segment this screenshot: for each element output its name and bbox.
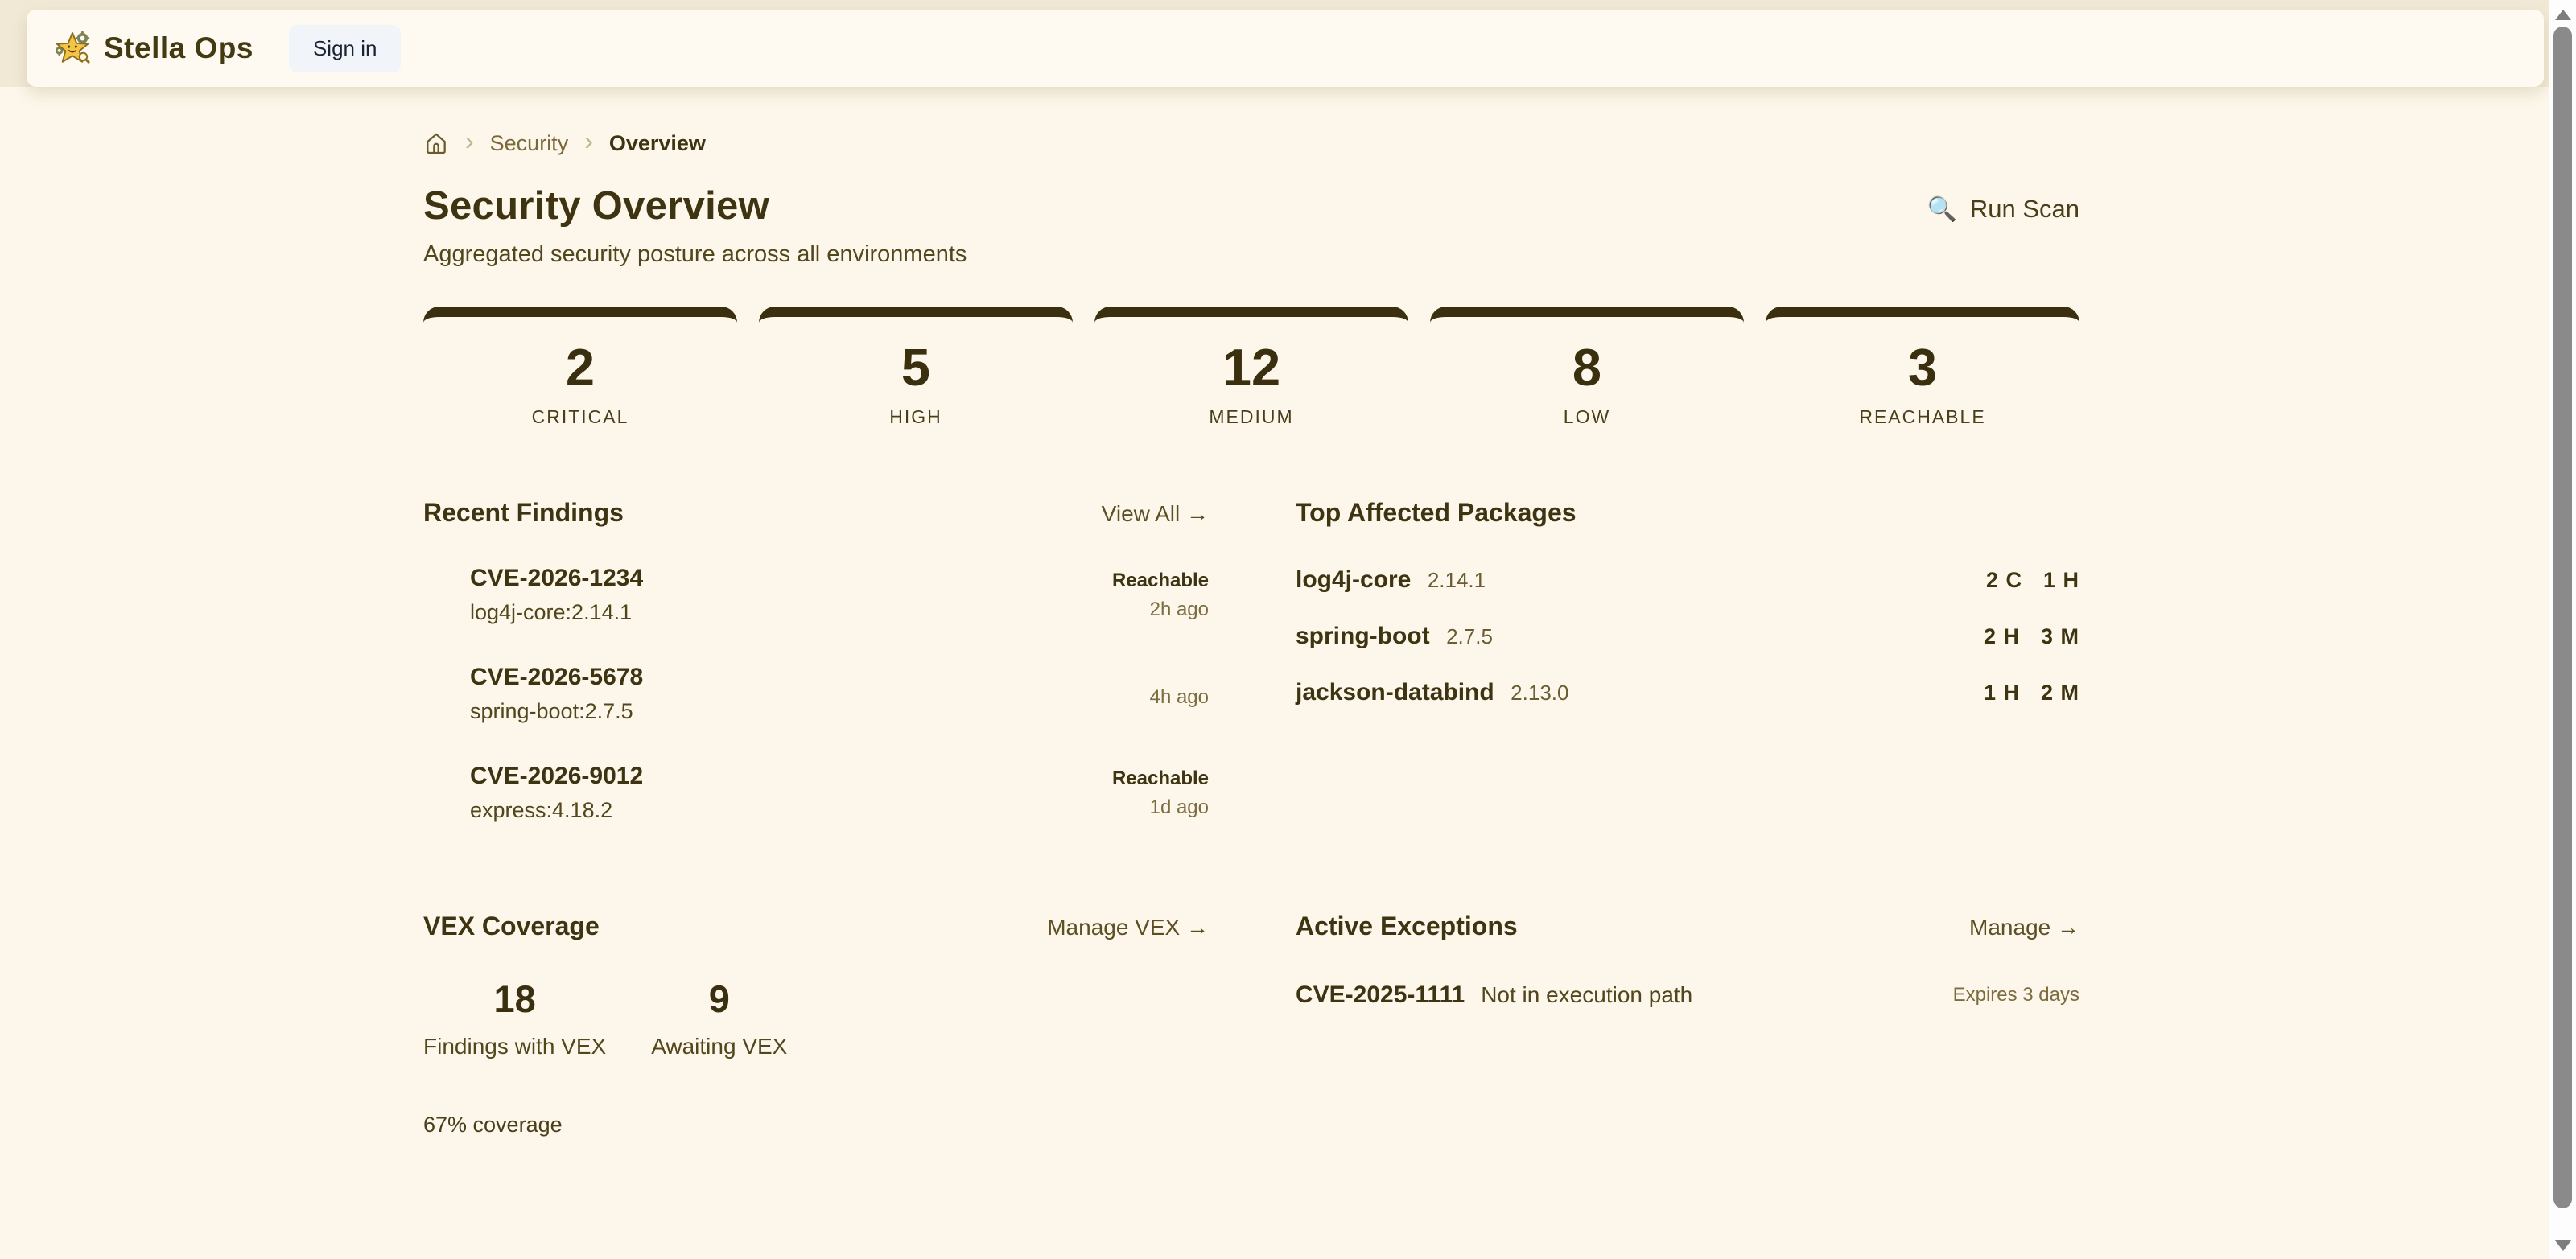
severity-badge: 2 C	[1985, 567, 2022, 592]
run-scan-label: Run Scan	[1969, 195, 2079, 223]
top-packages-section	[1296, 498, 2079, 862]
brand-name: Stella Ops	[104, 31, 253, 64]
active-exceptions-section	[1296, 911, 2079, 1138]
vex-stat-label: Findings with VEX	[423, 1034, 607, 1059]
vex-stat-value: 9	[708, 977, 730, 1020]
recent-findings-section	[423, 498, 1209, 862]
stat-label: HIGH	[889, 406, 942, 427]
run-scan-button[interactable]	[1927, 195, 2080, 224]
scrollbar-thumb[interactable]	[2553, 27, 2572, 1208]
severity-badge: 3 M	[2040, 623, 2079, 648]
vex-stat-awaiting	[651, 977, 787, 1059]
manage-vex-link[interactable]: Manage VEX →	[1047, 915, 1209, 940]
stat-label: CRITICAL	[531, 406, 629, 427]
breadcrumb	[423, 87, 2079, 156]
top-packages-title: Top Affected Packages	[1296, 498, 1577, 527]
exception-cve: CVE-2025-1111	[1296, 981, 1465, 1008]
breadcrumb-security[interactable]: Security	[489, 130, 569, 155]
scroll-down-arrow-icon[interactable]	[2555, 1240, 2571, 1251]
finding-cve: CVE-2026-1234	[470, 565, 644, 591]
stat-card-critical[interactable]	[423, 307, 737, 429]
finding-row[interactable]	[423, 664, 1209, 724]
package-row[interactable]	[1296, 566, 2079, 594]
top-header	[27, 10, 2544, 87]
finding-status: Reachable	[1111, 569, 1209, 591]
vertical-scrollbar[interactable]	[2549, 0, 2576, 1259]
active-exceptions-title: Active Exceptions	[1296, 911, 1518, 940]
star-mascot-logo-icon	[54, 30, 91, 67]
exception-expires: Expires 3 days	[1952, 984, 2079, 1006]
stat-card-low[interactable]	[1430, 307, 1744, 429]
vex-coverage-percent: 67% coverage	[423, 1113, 563, 1137]
severity-badge: 2 M	[2040, 680, 2079, 705]
stat-value: 3	[1907, 338, 1938, 397]
stat-value: 12	[1222, 338, 1281, 397]
exception-row[interactable]	[1296, 981, 2079, 1009]
vex-stat-value: 18	[493, 977, 536, 1020]
stat-value: 2	[565, 338, 596, 397]
finding-row[interactable]	[423, 763, 1209, 823]
package-name: jackson-databind	[1296, 679, 1494, 706]
scroll-up-arrow-icon[interactable]	[2555, 10, 2571, 20]
severity-badge: 2 H	[1983, 623, 2020, 648]
severity-badge: 1 H	[2042, 567, 2079, 592]
finding-cve: CVE-2026-9012	[470, 763, 644, 789]
package-version: 2.7.5	[1446, 624, 1493, 648]
finding-status: Reachable	[1111, 767, 1209, 789]
severity-badge: 1 H	[1983, 680, 2020, 705]
vex-stat-label: Awaiting VEX	[651, 1034, 788, 1059]
main-content	[0, 87, 2549, 1259]
stat-card-reachable[interactable]	[1766, 307, 2079, 429]
finding-time: 2h ago	[1149, 598, 1209, 620]
package-version: 2.14.1	[1427, 568, 1486, 592]
package-name: log4j-core	[1296, 566, 1412, 593]
package-name: spring-boot	[1296, 623, 1430, 649]
severity-cards	[423, 307, 2079, 429]
exception-reason: Not in execution path	[1481, 982, 1693, 1007]
recent-findings-title: Recent Findings	[423, 498, 624, 527]
package-row[interactable]	[1296, 679, 2079, 706]
finding-time: 1d ago	[1149, 796, 1209, 818]
stat-label: LOW	[1563, 406, 1611, 427]
breadcrumb-current: Overview	[608, 130, 706, 155]
finding-time: 4h ago	[1149, 685, 1209, 708]
page-title: Security Overview	[423, 184, 769, 228]
search-icon: 🔍	[1927, 195, 1957, 223]
finding-cve: CVE-2026-5678	[470, 664, 644, 690]
stat-value: 8	[1572, 338, 1602, 397]
home-icon[interactable]	[423, 130, 449, 156]
breadcrumb-separator: ›	[465, 126, 474, 155]
stat-card-medium[interactable]	[1094, 307, 1408, 429]
vex-coverage-section	[423, 911, 1209, 1138]
view-all-link[interactable]: View All →	[1101, 501, 1209, 526]
package-version: 2.13.0	[1511, 681, 1569, 705]
breadcrumb-separator: ›	[584, 126, 593, 155]
stat-value: 5	[901, 338, 931, 397]
stat-card-high[interactable]	[759, 307, 1073, 429]
package-row[interactable]	[1296, 623, 2079, 650]
manage-exceptions-link[interactable]: Manage →	[1969, 915, 2079, 940]
finding-row[interactable]	[423, 565, 1209, 625]
stat-label: MEDIUM	[1209, 406, 1294, 427]
stat-label: REACHABLE	[1859, 406, 1986, 427]
finding-package: spring-boot:2.7.5	[470, 699, 633, 723]
brand	[54, 30, 253, 67]
finding-package: log4j-core:2.14.1	[470, 600, 633, 624]
page-subtitle: Aggregated security posture across all environments	[423, 241, 967, 267]
sign-in-button[interactable]: Sign in	[289, 25, 402, 72]
vex-stat-with	[423, 977, 606, 1059]
vex-coverage-title: VEX Coverage	[423, 911, 600, 940]
finding-package: express:4.18.2	[470, 798, 613, 822]
